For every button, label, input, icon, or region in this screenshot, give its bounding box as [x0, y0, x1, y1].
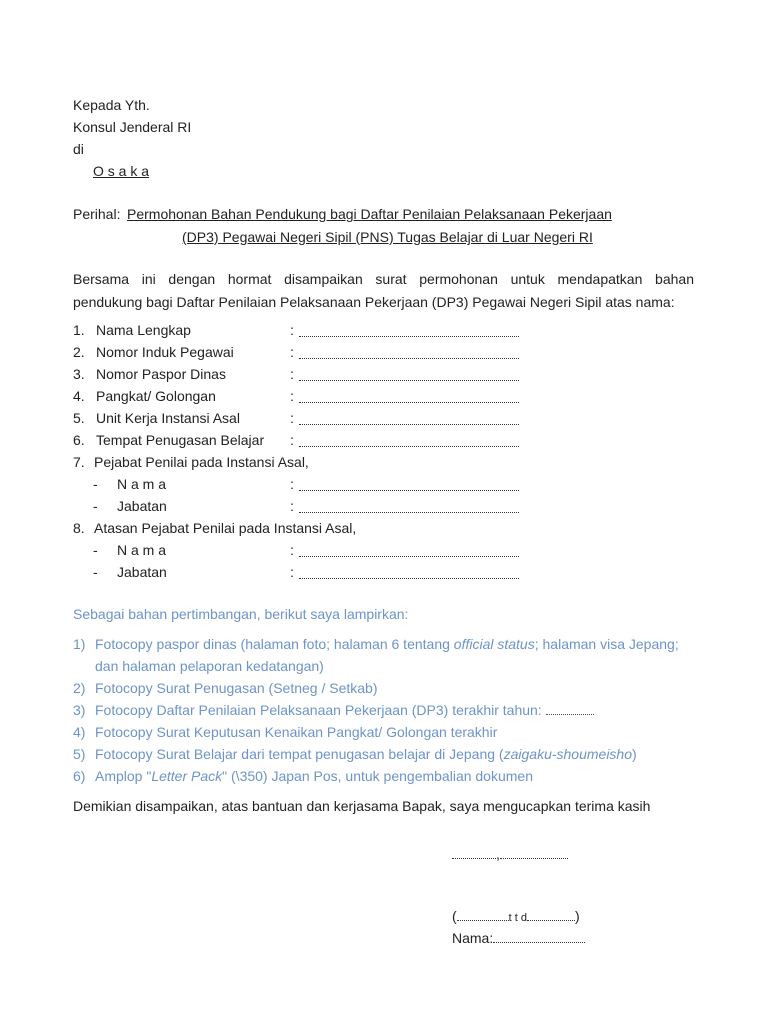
section-title: Pejabat Penilai pada Instansi Asal, — [94, 454, 309, 470]
attachment-number: 6) — [73, 768, 86, 784]
attachment-text-part: " (\350) Japan Pos, untuk pengembalian dokumen — [222, 768, 533, 784]
field-colon: : — [290, 476, 294, 492]
signature-dotted-left[interactable] — [457, 908, 509, 921]
recipient-line-3: di — [73, 141, 84, 157]
attachment-text: Fotocopy Surat Penugasan (Setneg / Setkab) — [95, 680, 378, 696]
field-colon: : — [290, 542, 294, 558]
field-row-unit-kerja — [73, 407, 533, 429]
attachment-number: 4) — [73, 724, 86, 740]
field-colon: : — [290, 322, 294, 338]
signature-close-paren: ) — [575, 908, 580, 924]
field-number: 2. — [73, 344, 85, 360]
attachment-text-italic: zaigaku-shoumeisho — [503, 746, 632, 762]
signatory-name-label: Nama: — [452, 930, 494, 946]
field-colon: : — [290, 432, 294, 448]
section-8-row-nama — [73, 539, 533, 561]
attachment-text-italic: Letter Pack — [151, 768, 223, 784]
fill-in-dotted-line[interactable] — [299, 443, 519, 447]
fill-in-dotted-line[interactable] — [299, 377, 519, 381]
attachments-heading: Sebagai bahan pertimbangan, berikut saya lampirkan: — [73, 606, 409, 622]
place-date-comma: , — [496, 846, 500, 862]
fill-in-dotted-line[interactable] — [299, 575, 519, 579]
field-label: Jabatan — [117, 498, 167, 514]
field-number: 4. — [73, 388, 85, 404]
bullet-dash: - — [93, 498, 98, 514]
closing-sentence: Demikian disampaikan, atas bantuan dan kerjasama Bapak, saya mengucapkan terima kasih — [73, 798, 651, 814]
field-colon: : — [290, 344, 294, 360]
section-number: 8. — [73, 520, 85, 536]
field-label: Unit Kerja Instansi Asal — [96, 410, 240, 426]
intro-line-1: Bersama ini dengan hormat disampaikan surat permohonan untuk mendapatkan bahan — [73, 271, 694, 287]
subject-line-1: Permohonan Bahan Pendukung bagi Daftar Penilaian Pelaksanaan Pekerjaan — [127, 206, 612, 222]
field-row-tempat-penugasan — [73, 429, 533, 451]
attachment-number: 2) — [73, 680, 86, 696]
section-8-heading — [73, 517, 533, 539]
fill-in-dotted-line[interactable] — [299, 421, 519, 425]
bullet-dash: - — [93, 564, 98, 580]
bullet-dash: - — [93, 476, 98, 492]
field-label: Jabatan — [117, 564, 167, 580]
attachment-text — [95, 633, 679, 655]
fill-in-dotted-line[interactable] — [299, 355, 519, 359]
place-date-line — [452, 843, 568, 865]
attachment-number: 3) — [73, 702, 86, 718]
attachment-text — [95, 765, 533, 787]
name-fill-in-dotted-line[interactable] — [493, 930, 585, 943]
field-colon: : — [290, 410, 294, 426]
field-label: Nomor Paspor Dinas — [96, 366, 226, 382]
field-number: 3. — [73, 366, 85, 382]
field-row-paspor — [73, 363, 533, 385]
section-number: 7. — [73, 454, 85, 470]
field-colon: : — [290, 366, 294, 382]
recipient-line-1: Kepada Yth. — [73, 97, 150, 113]
section-7-row-jabatan — [73, 495, 533, 517]
place-fill-in-dotted-line[interactable] — [452, 846, 496, 859]
attachment-number: 1) — [73, 636, 86, 652]
field-label: Nama Lengkap — [96, 322, 191, 338]
signature-open-paren: ( — [452, 908, 457, 924]
date-fill-in-dotted-line[interactable] — [500, 846, 568, 859]
signature-ttd: t t d — [508, 912, 528, 924]
field-label: N a m a — [117, 542, 167, 558]
signatory-name-line — [452, 927, 585, 949]
fill-in-dotted-line[interactable] — [299, 399, 519, 403]
attachment-text-italic: official status — [453, 636, 535, 652]
field-number: 5. — [73, 410, 85, 426]
section-7-heading — [73, 451, 533, 473]
field-row-nama-lengkap — [73, 319, 533, 341]
subject-label: Perihal: — [73, 206, 121, 222]
subject-line-2: (DP3) Pegawai Negeri Sipil (PNS) Tugas Belajar di Luar Negeri RI — [182, 229, 593, 245]
bullet-dash: - — [93, 542, 98, 558]
attachment-text-part: Fotocopy Surat Belajar dari tempat penugasan belajar di Jepang ( — [95, 746, 504, 762]
attachment-text — [95, 699, 594, 721]
field-label: N a m a — [117, 476, 167, 492]
field-label: Tempat Penugasan Belajar — [96, 432, 265, 448]
attachment-text-part: Fotocopy paspor dinas (halaman foto; halaman 6 tentang — [95, 636, 454, 652]
section-title: Atasan Pejabat Penilai pada Instansi Asal, — [94, 520, 357, 536]
intro-line-2: pendukung bagi Daftar Penilaian Pelaksanaan Pekerjaan (DP3) Pegawai Negeri Sipil atas nama: — [73, 294, 675, 310]
attachment-text-part: Amplop " — [95, 768, 152, 784]
signature-dotted-right[interactable] — [527, 908, 575, 921]
fill-in-dotted-line[interactable] — [299, 553, 519, 557]
field-number: 6. — [73, 432, 85, 448]
field-label: Pangkat/ Golongan — [96, 388, 216, 404]
attachment-text — [95, 743, 637, 765]
field-colon: : — [290, 498, 294, 514]
attachment-text: dan halaman pelaporan kedatangan) — [95, 658, 324, 674]
field-colon: : — [290, 388, 294, 404]
attachment-text-part: ) — [632, 746, 637, 762]
fill-in-dotted-line[interactable] — [299, 509, 519, 513]
field-row-pangkat — [73, 385, 533, 407]
section-7-row-nama — [73, 473, 533, 495]
section-8-row-jabatan — [73, 561, 533, 583]
recipient-city: O s a k a — [93, 163, 150, 179]
attachment-text: Fotocopy Surat Keputusan Kenaikan Pangkat/ Golongan terakhir — [95, 724, 498, 740]
attachment-number: 5) — [73, 746, 86, 762]
year-fill-in-dotted-line[interactable] — [546, 702, 594, 715]
signature-line — [452, 905, 580, 929]
recipient-line-2: Konsul Jenderal RI — [73, 119, 192, 135]
attachment-text-part: Fotocopy Daftar Penilaian Pelaksanaan Pekerjaan (DP3) terakhir tahun: — [95, 702, 546, 718]
field-label: Nomor Induk Pegawai — [96, 344, 234, 360]
field-row-nip — [73, 341, 533, 363]
field-colon: : — [290, 564, 294, 580]
field-number: 1. — [73, 322, 85, 338]
attachment-text-part: ; halaman visa Jepang; — [534, 636, 679, 652]
fill-in-dotted-line[interactable] — [299, 333, 519, 337]
fill-in-dotted-line[interactable] — [299, 487, 519, 491]
